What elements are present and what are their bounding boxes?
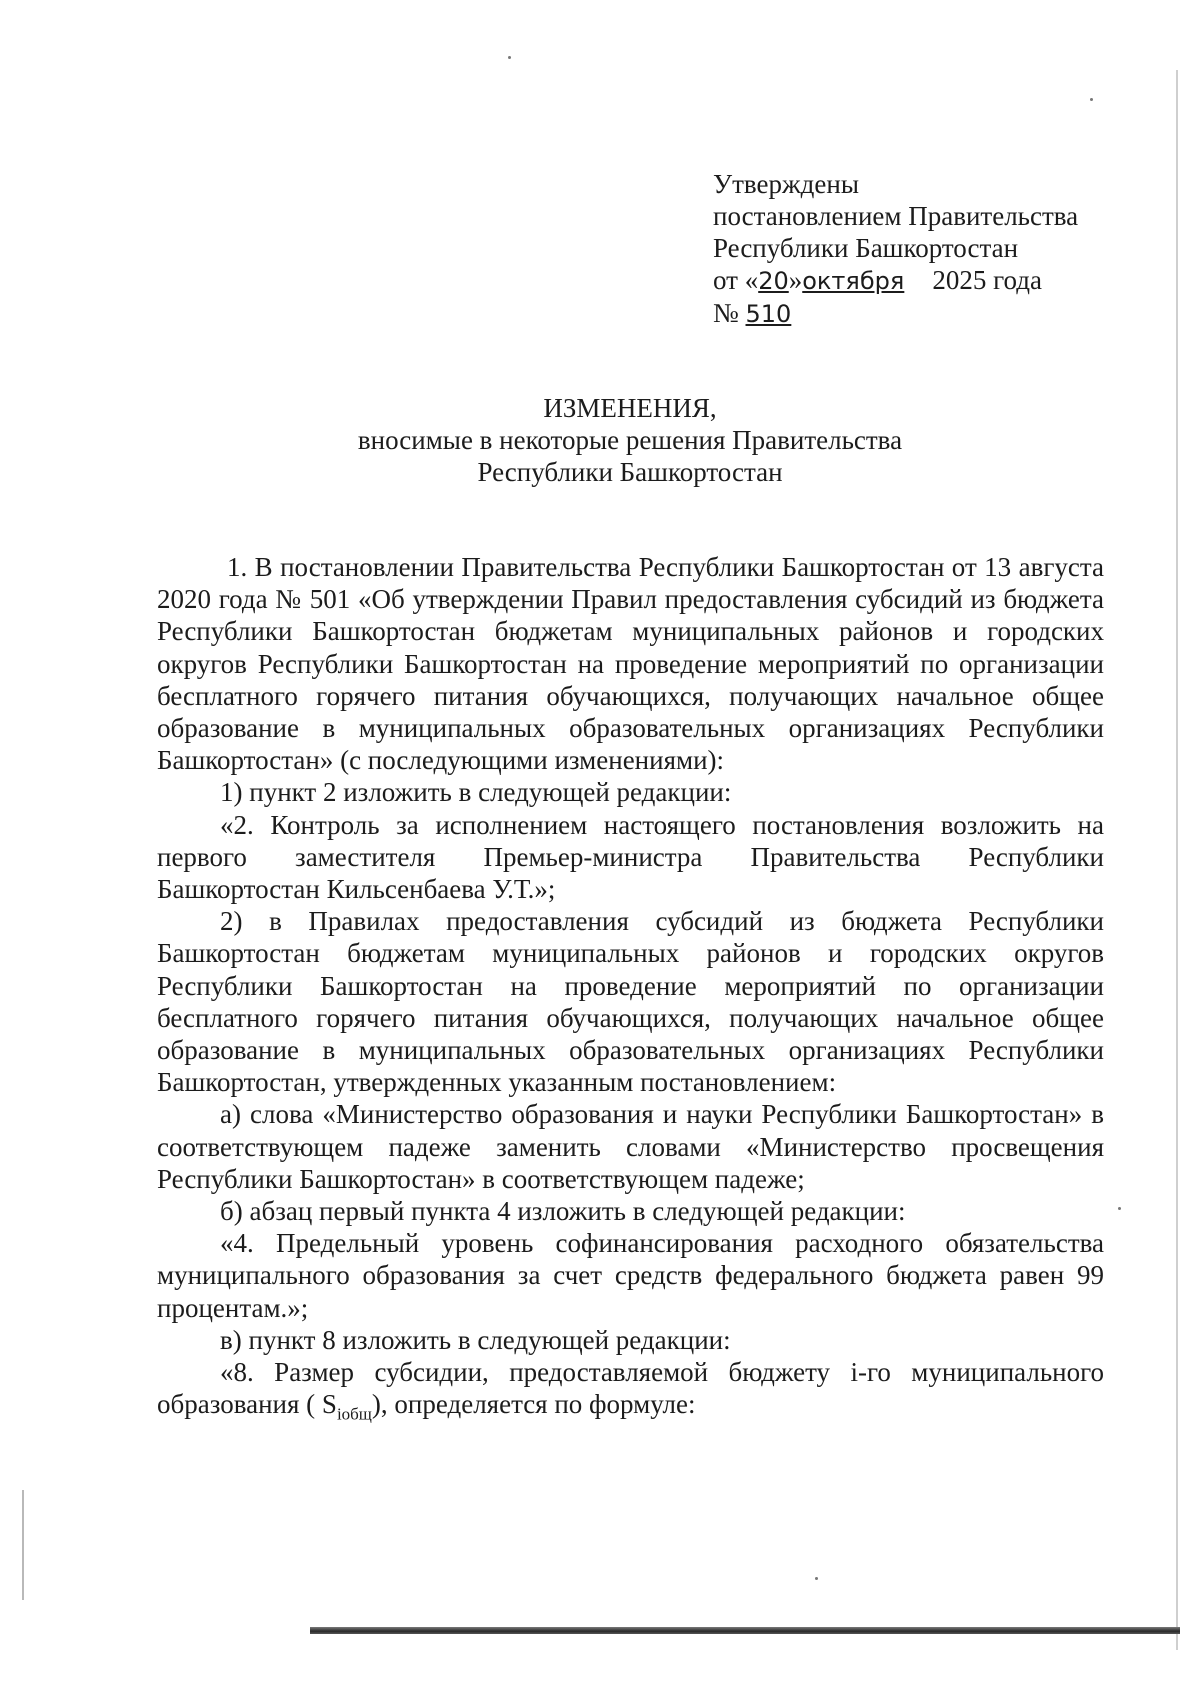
paragraph-4: 2) в Правилах предоставления субсидий из бюджета Республики Башкортостан бюджетам муниципальных районов и городских округов Республики Башкортостан на проведение мероприятий по организации бесплатного горячего питания обучающихся, получающих начальное общее образование в муниципальных образовательных организациях Республики Башкортостан, утвержденных указанным постановлением: bbox=[157, 906, 1104, 1098]
paragraph-3: «2. Контроль за исполнением настоящего постановления возложить на первого заместителя Премьер-министра Правительства Республики Башкортостан Кильсенбаева У.Т.»; bbox=[157, 809, 1104, 905]
scan-speck bbox=[1090, 98, 1093, 101]
date-prefix: от « bbox=[713, 265, 759, 295]
approval-line: Республики Башкортостан bbox=[713, 233, 1019, 263]
date-mid: » bbox=[788, 265, 803, 295]
paragraph-9-tail: ), определяется по формуле: bbox=[371, 1389, 696, 1420]
approval-line: постановлением Правительства bbox=[713, 201, 1079, 231]
date-day: 20 bbox=[758, 267, 789, 295]
number-value: 510 bbox=[745, 300, 792, 328]
formula-subscript: iобщ bbox=[336, 1404, 372, 1424]
scan-edge-right bbox=[1176, 70, 1178, 1650]
paragraph-9-text: «8. Размер субсидии, предоставляемой бюджету i-го муниципального образования ( S bbox=[157, 1357, 1104, 1420]
title-subtitle-line1: вносимые в некоторые решения Правительства bbox=[357, 425, 903, 455]
approval-block bbox=[713, 168, 1153, 330]
paragraph-6: б) абзац первый пункта 4 изложить в следующей редакции: bbox=[220, 1196, 906, 1227]
paragraph-1: 1. В постановлении Правительства Республики Башкортостан от 13 августа 2020 года № 501 «Об утверждении Правил предоставления субсидий из бюджета Республики Башкортостан бюджетам муниципальных районов и городских округов Республики Башкортостан на проведение мероприятий по организации бесплатного горячего питания обучающихся, получающих начальное общее образование в муниципальных образовательных организациях Республики Башкортостан» (с последующими изменениями): bbox=[157, 552, 1104, 776]
scan-speck bbox=[815, 1577, 818, 1580]
scan-edge-left bbox=[22, 1490, 24, 1600]
paragraph-8: в) пункт 8 изложить в следующей редакции: bbox=[220, 1324, 731, 1355]
number-prefix: № bbox=[713, 298, 739, 328]
paragraph-9 bbox=[157, 1356, 1104, 1424]
scan-speck bbox=[1118, 1207, 1121, 1210]
title-heading: ИЗМЕНЕНИЯ, bbox=[543, 393, 717, 423]
paragraph-5: а) слова «Министерство образования и науки Республики Башкортостан» в соответствующем падеже заменить словами «Министерство просвещения Республики Башкортостан» в соответствующем падеже; bbox=[157, 1099, 1104, 1194]
date-suffix: 2025 года bbox=[932, 265, 1042, 295]
approval-line: Утверждены bbox=[713, 169, 859, 199]
document-body bbox=[157, 551, 1104, 1424]
date-month: октября bbox=[802, 267, 905, 295]
approval-date bbox=[713, 264, 1153, 297]
scan-bottom-shadow bbox=[310, 1627, 1180, 1634]
approval-number bbox=[713, 297, 1153, 330]
document-title bbox=[200, 392, 1060, 488]
paragraph-7: «4. Предельный уровень софинансирования расходного обязательства муниципального образования за счет средств федерального бюджета равен 99 процентам.»; bbox=[157, 1228, 1104, 1323]
paragraph-2: 1) пункт 2 изложить в следующей редакции: bbox=[220, 777, 732, 808]
scan-speck bbox=[508, 56, 511, 59]
title-subtitle-line2: Республики Башкортостан bbox=[477, 457, 783, 487]
